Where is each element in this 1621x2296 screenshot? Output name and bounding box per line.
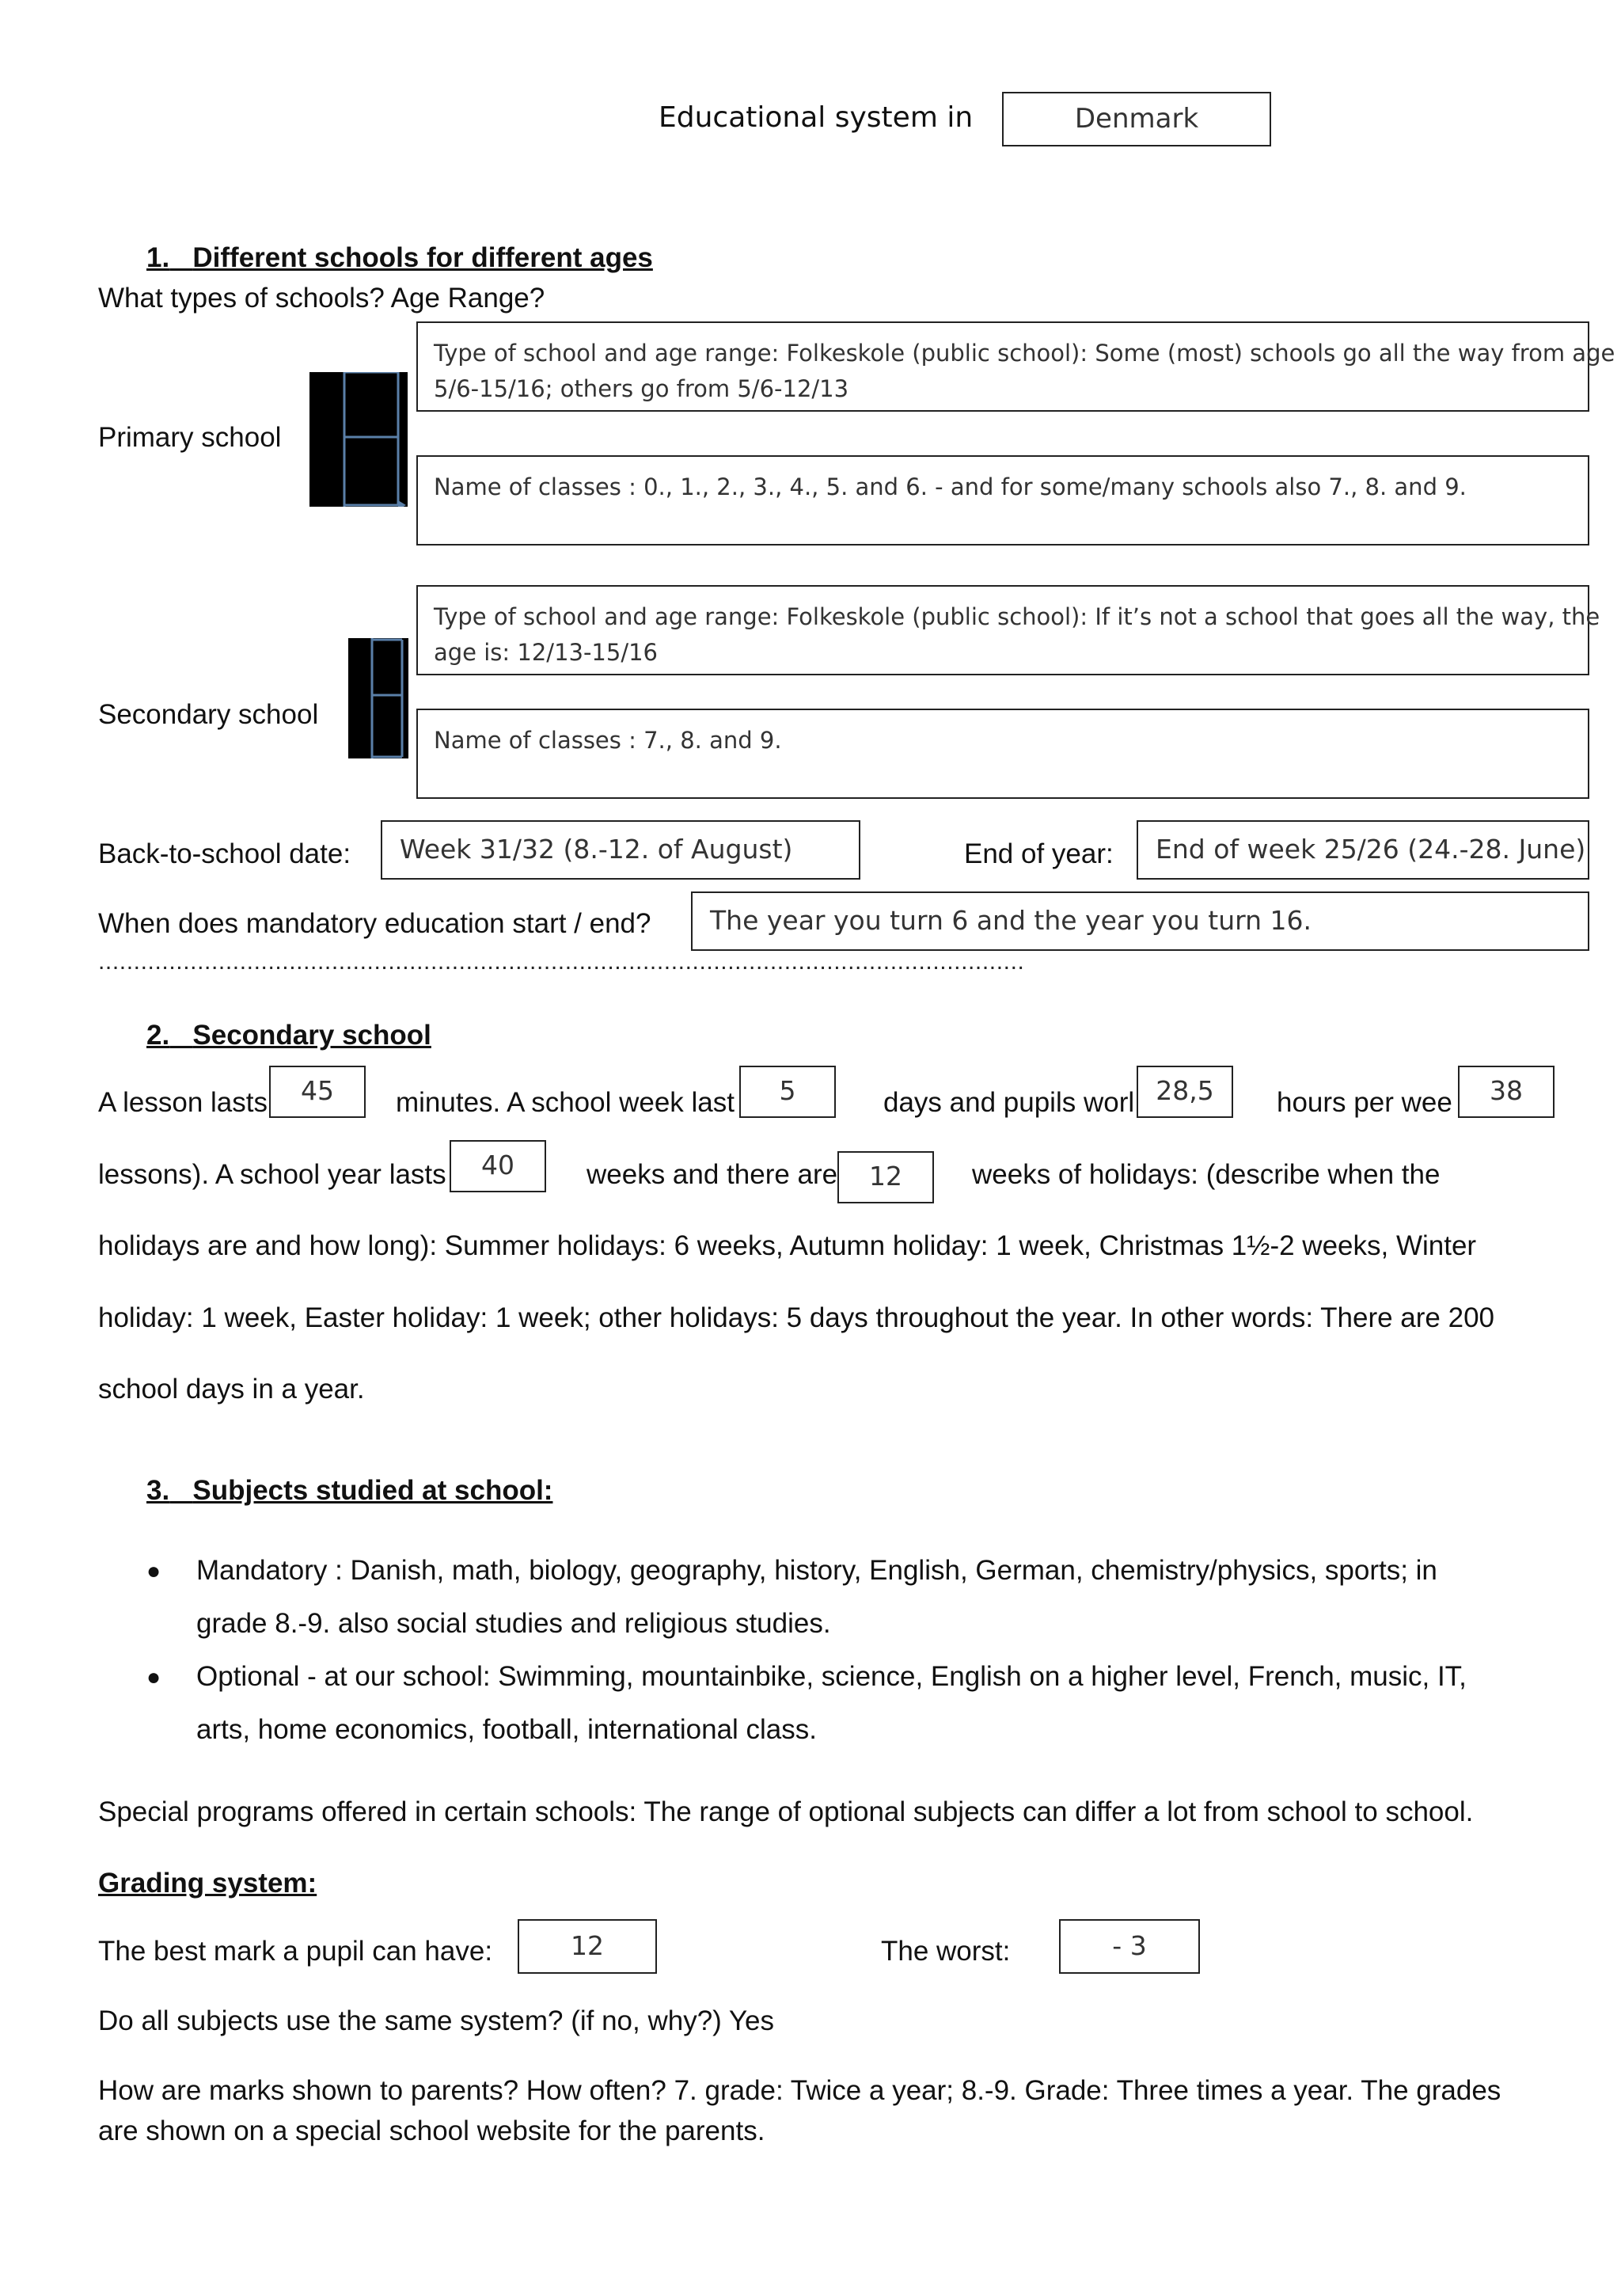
minutes-text: minutes. A school week last bbox=[396, 1087, 735, 1118]
lesson-minutes-value: 45 bbox=[301, 1075, 334, 1106]
marks-shown-line1: How are marks shown to parents? How often? 7. grade: Twice a year; 8.-9. Grade: Three times a year. The grades bbox=[98, 2075, 1501, 2106]
section1-number: 1. bbox=[146, 242, 170, 273]
bullet-icon: ● bbox=[146, 1558, 161, 1584]
days-text: days and pupils worl bbox=[883, 1087, 1135, 1118]
end-of-year-label: End of year: bbox=[964, 838, 1114, 869]
hours-field bbox=[1137, 1066, 1233, 1118]
best-mark-label: The best mark a pupil can have: bbox=[98, 1936, 493, 1967]
special-programs-text: Special programs offered in certain schools: The range of optional subjects can differ a lot from school to school. bbox=[98, 1796, 1474, 1827]
dotted-separator: ................................................................................................................................... bbox=[98, 948, 1025, 975]
week-days-value: 5 bbox=[779, 1075, 796, 1106]
primary-school-label: Primary school bbox=[98, 422, 282, 453]
holidays-line3: holidays are and how long): Summer holidays: 6 weeks, Autumn holiday: 1 week, Christmas 1½-2 weeks, Winter bbox=[98, 1230, 1477, 1261]
primary-bracket-icon bbox=[309, 372, 408, 507]
mandatory-education-field bbox=[691, 891, 1589, 951]
primary-classes-box bbox=[416, 455, 1589, 545]
section3-number: 3. bbox=[146, 1475, 170, 1506]
marks-shown-line2: are shown on a special school website for the parents. bbox=[98, 2115, 765, 2146]
primary-classes-text: Name of classes : 0., 1., 2., 3., 4., 5. and 6. - and for some/many schools also 7., 8. and 9. bbox=[434, 473, 1467, 500]
holiday-weeks-field bbox=[837, 1151, 934, 1203]
country-field bbox=[1002, 92, 1271, 146]
secondary-classes-box bbox=[416, 709, 1589, 799]
secondary-type-line2: age is: 12/13-15/16 bbox=[434, 639, 659, 666]
secondary-classes-text: Name of classes : 7., 8. and 9. bbox=[434, 727, 782, 754]
year-weeks-value: 40 bbox=[481, 1150, 514, 1180]
section2-title: Secondary school bbox=[192, 1020, 431, 1051]
optional-subjects-line2: arts, home economics, football, international class. bbox=[196, 1714, 817, 1745]
country-value: Denmark bbox=[1074, 103, 1199, 135]
back-to-school-field bbox=[381, 820, 860, 880]
weeks-text: weeks and there are bbox=[587, 1159, 838, 1190]
lessons-field bbox=[1458, 1066, 1555, 1118]
section1-question: What types of schools? Age Range? bbox=[98, 283, 545, 314]
secondary-type-box bbox=[416, 585, 1600, 675]
mandatory-subjects-line1: Mandatory : Danish, math, biology, geography, history, English, German, chemistry/physics, sports; in bbox=[196, 1555, 1437, 1586]
worst-mark-label: The worst: bbox=[881, 1936, 1011, 1967]
primary-type-line2: 5/6-15/16; others go from 5/6-12/13 bbox=[434, 375, 849, 402]
hours-text: hours per wee bbox=[1277, 1087, 1452, 1118]
section3-title: Subjects studied at school: bbox=[192, 1475, 553, 1506]
best-mark-field bbox=[518, 1919, 657, 1974]
page-title-label: Educational system in bbox=[659, 101, 974, 134]
section1-title: Different schools for different ages bbox=[192, 242, 653, 273]
lessons-year-text: lessons). A school year lasts bbox=[98, 1159, 446, 1190]
holiday-weeks-value: 12 bbox=[869, 1161, 902, 1192]
section1-heading bbox=[146, 242, 653, 274]
lesson-minutes-field bbox=[269, 1066, 366, 1118]
worst-mark-value: - 3 bbox=[1112, 1930, 1147, 1961]
holidays-line5: school days in a year. bbox=[98, 1374, 365, 1405]
section2-heading bbox=[146, 1020, 431, 1051]
mandatory-subjects-line2: grade 8.-9. also social studies and religious studies. bbox=[196, 1608, 831, 1639]
secondary-bracket-icon bbox=[348, 638, 408, 758]
back-to-school-label: Back-to-school date: bbox=[98, 838, 351, 869]
section2-number: 2. bbox=[146, 1020, 170, 1051]
best-mark-value: 12 bbox=[571, 1930, 604, 1961]
lessons-value: 38 bbox=[1490, 1075, 1523, 1106]
worst-mark-field bbox=[1059, 1919, 1200, 1974]
lesson-lasts-text: A lesson lasts bbox=[98, 1087, 268, 1118]
week-days-field bbox=[739, 1066, 836, 1118]
bullet-icon: ● bbox=[146, 1664, 161, 1690]
holidays-text: weeks of holidays: (describe when the bbox=[972, 1159, 1441, 1190]
secondary-school-label: Secondary school bbox=[98, 699, 319, 730]
secondary-type-line1: Type of school and age range: Folkeskole (public school): If it’s not a school that goes all the way, the bbox=[434, 603, 1600, 630]
end-of-year-field bbox=[1137, 820, 1589, 880]
optional-subjects-line1: Optional - at our school: Swimming, mountainbike, science, English on a higher level, French, music, IT, bbox=[196, 1661, 1467, 1692]
year-weeks-field bbox=[450, 1140, 546, 1192]
end-of-year-value: End of week 25/26 (24.-28. June) bbox=[1156, 834, 1586, 865]
same-system-text: Do all subjects use the same system? (if no, why?) Yes bbox=[98, 2005, 775, 2036]
mandatory-education-label: When does mandatory education start / end? bbox=[98, 908, 651, 939]
section3-heading bbox=[146, 1475, 552, 1507]
back-to-school-value: Week 31/32 (8.-12. of August) bbox=[400, 834, 793, 865]
hours-value: 28,5 bbox=[1156, 1075, 1214, 1106]
mandatory-education-value: The year you turn 6 and the year you turn 16. bbox=[710, 905, 1312, 936]
primary-type-line1: Type of school and age range: Folkeskole (public school): Some (most) schools go all the way from age bbox=[434, 340, 1615, 367]
primary-type-box bbox=[416, 321, 1615, 412]
grading-heading: Grading system: bbox=[98, 1868, 317, 1899]
holidays-line4: holiday: 1 week, Easter holiday: 1 week; other holidays: 5 days throughout the year. In other words: There are 200 bbox=[98, 1302, 1495, 1333]
